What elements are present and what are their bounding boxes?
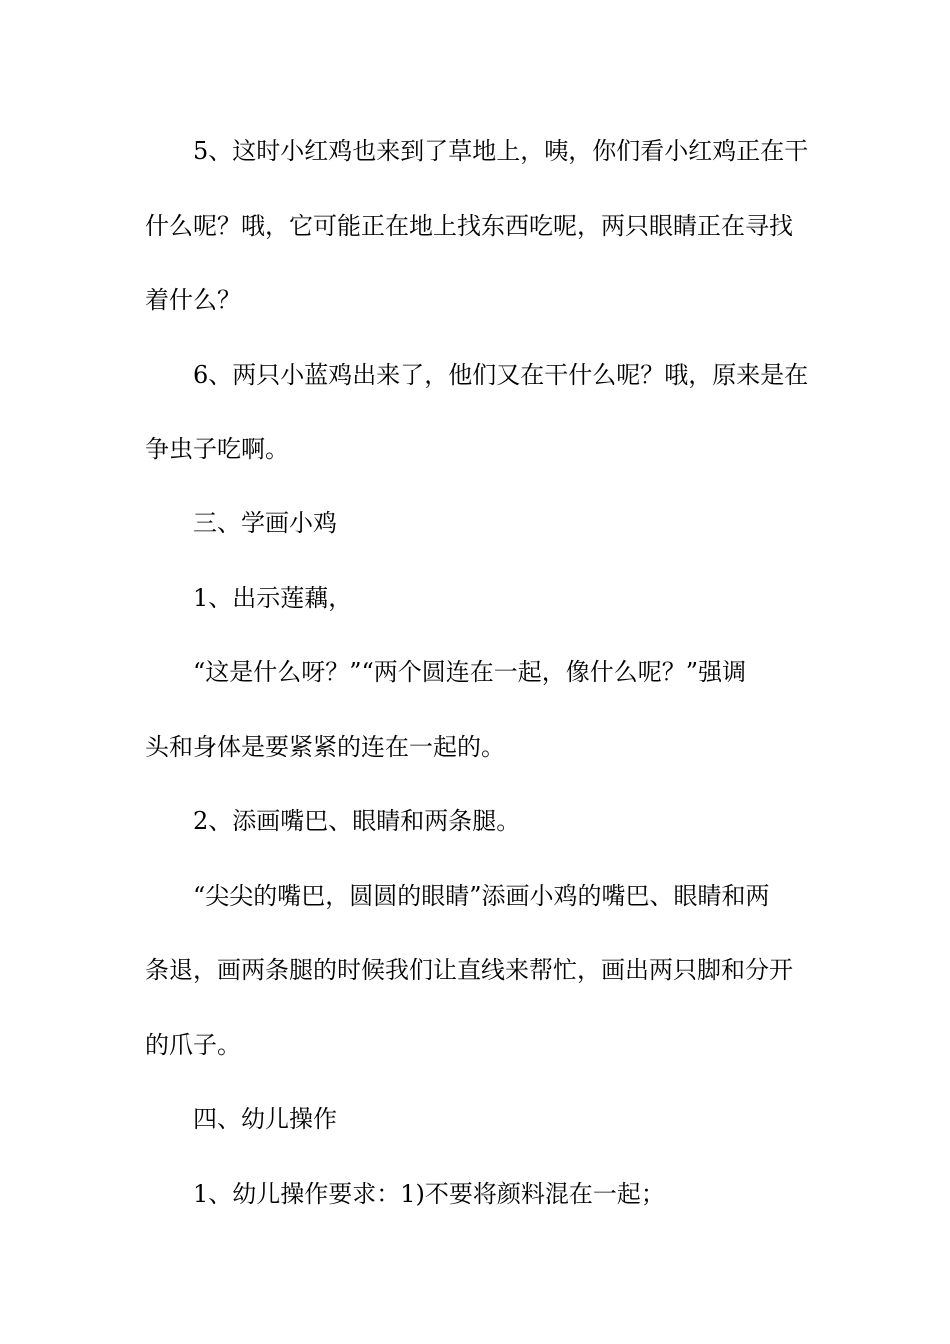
paragraph-line: 6、两只小蓝鸡出来了，他们又在干什么呢？哦，原来是在 — [193, 361, 809, 389]
paragraph-line: 2、添画嘴巴、眼睛和两条腿。 — [193, 807, 521, 835]
paragraph-line: 1、出示莲藕， — [193, 584, 353, 612]
paragraph-line: “尖尖的嘴巴，圆圆的眼睛”添画小鸡的嘴巴、眼睛和两 — [193, 882, 770, 910]
section-heading: 三、学画小鸡 — [193, 509, 337, 537]
paragraph-line: 着什么？ — [145, 286, 241, 314]
paragraph-line: 1、幼儿操作要求：1)不要将颜料混在一起； — [193, 1180, 665, 1208]
paragraph-line: 5、这时小红鸡也来到了草地上，咦，你们看小红鸡正在干 — [193, 137, 809, 165]
paragraph-line: 条退，画两条腿的时候我们让直线来帮忙，画出两只脚和分开 — [145, 956, 793, 984]
section-heading: 四、幼儿操作 — [193, 1105, 337, 1133]
paragraph-line: 争虫子吃啊。 — [145, 435, 289, 463]
paragraph-line: “这是什么呀？”“两个圆连在一起，像什么呢？”强调 — [193, 658, 747, 686]
paragraph-line: 什么呢？哦，它可能正在地上找东西吃呢，两只眼睛正在寻找 — [145, 212, 793, 240]
paragraph-line: 的爪子。 — [145, 1031, 241, 1059]
paragraph-line: 头和身体是要紧紧的连在一起的。 — [145, 733, 505, 761]
